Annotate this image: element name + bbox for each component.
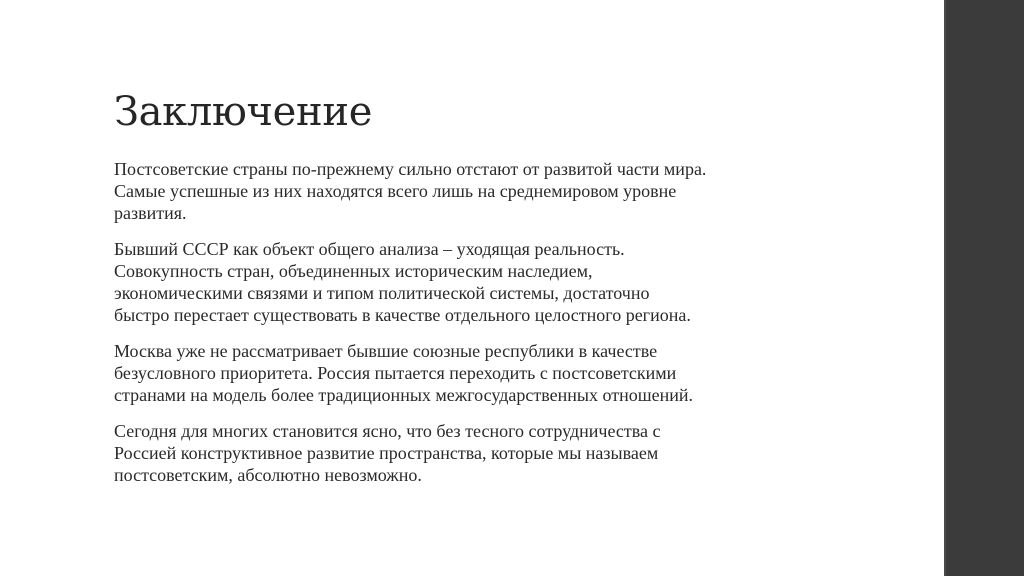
paragraph-line: Москва уже не рассматривает бывшие союзные республики в качестве xyxy=(114,341,658,361)
paragraph-1 xyxy=(114,158,834,224)
slide-body xyxy=(114,158,834,500)
side-bar xyxy=(946,0,1024,576)
paragraph-line: Совокупность стран, объединенных историческим наследием, xyxy=(114,261,593,281)
paragraph-4 xyxy=(114,420,834,486)
paragraph-line: безусловного приоритета. Россия пытается переходить с постсоветскими xyxy=(114,363,677,383)
paragraph-line: постсоветским, абсолютно невозможно. xyxy=(114,465,422,485)
paragraph-line: Сегодня для многих становится ясно, что без тесного сотрудничества с xyxy=(114,421,661,441)
paragraph-line: Постсоветские страны по-прежнему сильно отстают от развитой части мира. xyxy=(114,159,707,179)
paragraph-line: Самые успешные из них находятся всего лишь на среднемировом уровне xyxy=(114,181,677,201)
paragraph-line: экономическими связями и типом политической системы, достаточно xyxy=(114,283,650,303)
paragraph-line: Россией конструктивное развитие пространства, которые мы называем xyxy=(114,443,659,463)
paragraph-line: развития. xyxy=(114,203,187,223)
paragraph-line: Бывший СССР как объект общего анализа – уходящая реальность. xyxy=(114,239,625,259)
paragraph-3 xyxy=(114,340,834,406)
paragraph-line: быстро перестает существовать в качестве отдельного целостного региона. xyxy=(114,305,691,325)
paragraph-2 xyxy=(114,238,834,326)
slide-title: Заключение xyxy=(114,89,373,135)
paragraph-line: странами на модель более традиционных межгосударственных отношений. xyxy=(114,385,693,405)
